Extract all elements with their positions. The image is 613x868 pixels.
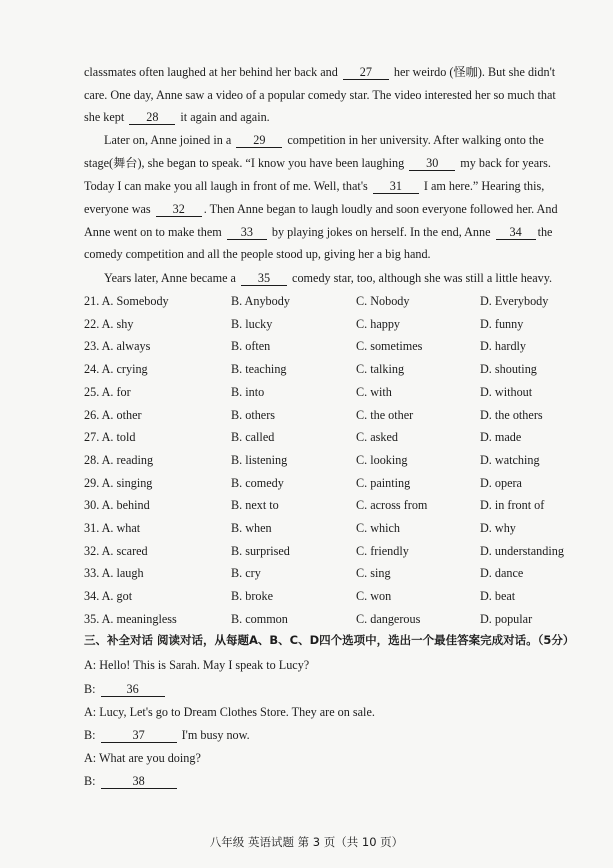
option-choice: 27. A. told [84, 430, 136, 445]
blank-32: 32 [156, 203, 202, 217]
option-row [84, 520, 584, 536]
option-choice: 35. A. meaningless [84, 611, 177, 626]
blank-38: 38 [101, 775, 177, 789]
blank-37: 37 [101, 729, 177, 743]
option-row [84, 361, 584, 377]
blank-31: 31 [373, 180, 419, 194]
option-choice: B. Anybody [231, 294, 290, 308]
text: she kept [84, 110, 125, 124]
option-choice: D. hardly [480, 339, 527, 354]
option-row [84, 452, 584, 468]
option-choice: 29. A. singing [84, 475, 153, 490]
option-row [84, 293, 584, 309]
option-choice: B. common [231, 611, 288, 626]
option-choice: C. the other [356, 407, 414, 422]
speaker: B: [84, 774, 96, 788]
section-3-heading: 三、补全对话 阅读对话，从每题A、B、C、D四个选项中，选出一个最佳答案完成对话。（5分） [84, 633, 575, 647]
option-choice: B. listening [231, 452, 288, 467]
text: Anne went on to make them [84, 225, 222, 239]
dialogue-line-1: A: Hello! This is Sarah. May I speak to Lucy? [84, 658, 310, 672]
option-choice: D. shouting [480, 362, 537, 377]
blank-27: 27 [343, 66, 389, 80]
option-choice: B. when [231, 521, 272, 535]
option-row [84, 543, 584, 559]
passage-line-4 [104, 132, 604, 148]
passage-line-1 [84, 64, 584, 80]
passage-line-8 [84, 224, 584, 240]
passage-line-3 [84, 109, 584, 125]
option-choice: C. won [356, 589, 392, 604]
option-row [84, 611, 584, 627]
option-row [84, 338, 584, 354]
option-choice: D. Everybody [480, 294, 549, 308]
text: I'm busy now. [181, 728, 250, 742]
text: her weirdo (怪咖). But she didn't [393, 65, 556, 79]
blank-29: 29 [236, 134, 282, 148]
option-choice: B. comedy [231, 475, 284, 490]
option-choice: D. without [480, 384, 533, 399]
dialogue-line-3: A: Lucy, Let's go to Dream Clothes Store. They are on sale. [84, 705, 375, 719]
dialogue-line-4 [84, 727, 584, 743]
dialogue-line-5: A: What are you doing? [84, 751, 201, 765]
option-choice: 31. A. what [84, 521, 141, 535]
option-choice: B. lucky [231, 316, 273, 331]
option-choice: B. broke [231, 589, 273, 604]
option-row [84, 407, 584, 423]
page-footer: 八年级 英语试题 第 3 页（共 10 页） [209, 835, 404, 849]
option-choice: 33. A. laugh [84, 566, 144, 581]
option-row [84, 384, 584, 400]
blank-35: 35 [241, 272, 287, 286]
option-choice: B. called [231, 430, 275, 445]
option-choice: D. opera [480, 475, 522, 490]
text: everyone was [84, 202, 151, 216]
option-choice: 30. A. behind [84, 498, 150, 513]
option-choice: 34. A. got [84, 589, 133, 604]
option-choice: 23. A. always [84, 339, 151, 354]
dialogue-line-6 [84, 773, 584, 789]
option-choice: B. others [231, 407, 276, 422]
option-choice: C. looking [356, 452, 408, 467]
option-choice: D. popular [480, 611, 533, 626]
option-choice: 32. A. scared [84, 543, 148, 558]
text: Today I can make you all laugh in front of me. Well, that's [84, 179, 368, 193]
passage-line-10 [104, 270, 604, 286]
text: stage(舞台), she began to speak. “I know you have been laughing [84, 156, 405, 170]
option-choice: B. next to [231, 498, 279, 513]
passage-line-5 [84, 155, 584, 171]
option-row [84, 475, 584, 491]
option-choice: D. beat [480, 589, 516, 604]
text: Years later, Anne became a [104, 271, 236, 285]
option-choice: 21. A. Somebody [84, 294, 169, 308]
option-choice: B. surprised [231, 543, 290, 558]
option-choice: C. painting [356, 475, 411, 490]
option-row [84, 429, 584, 445]
text: I am here.” Hearing this, [423, 179, 545, 193]
option-choice: C. asked [356, 430, 398, 445]
option-choice: D. made [480, 430, 522, 445]
option-choice: C. which [356, 521, 401, 535]
dialogue-line-2 [84, 681, 584, 697]
option-row [84, 588, 584, 604]
option-choice: D. funny [480, 316, 524, 331]
option-choice: B. teaching [231, 362, 287, 377]
option-choice: C. Nobody [356, 294, 410, 308]
passage-line-6 [84, 178, 584, 194]
blank-36: 36 [101, 683, 165, 697]
text: comedy star, too, although she was still a little heavy. [292, 271, 553, 285]
option-choice: D. dance [480, 566, 524, 581]
option-choice: C. sometimes [356, 339, 423, 354]
option-choice: C. sing [356, 566, 391, 581]
option-row [84, 565, 584, 581]
blank-33: 33 [227, 226, 267, 240]
option-choice: C. happy [356, 316, 401, 331]
option-choice: C. friendly [356, 543, 409, 558]
option-choice: B. into [231, 384, 265, 399]
option-choice: 28. A. reading [84, 452, 154, 467]
option-choice: D. why [480, 521, 516, 535]
option-choice: C. across from [356, 498, 428, 513]
blank-28: 28 [129, 111, 175, 125]
speaker: B: [84, 682, 96, 696]
passage-line-9: comedy competition and all the people stood up, giving her a big hand. [84, 247, 431, 261]
option-choice: D. in front of [480, 498, 545, 513]
text: Later on, Anne joined in a [104, 133, 232, 147]
text: it again and again. [180, 110, 270, 124]
option-row [84, 316, 584, 332]
text: the [537, 225, 553, 239]
option-choice: 22. A. shy [84, 316, 134, 331]
text: my back for years. [460, 156, 551, 170]
text: classmates often laughed at her behind her back and [84, 65, 338, 79]
option-choice: D. watching [480, 452, 540, 467]
option-choice: D. understanding [480, 543, 564, 558]
option-choice: B. cry [231, 566, 261, 581]
option-choice: D. the others [480, 407, 543, 422]
speaker: B: [84, 728, 96, 742]
text: by playing jokes on herself. In the end, Anne [271, 225, 491, 239]
option-choice: 24. A. crying [84, 362, 148, 377]
option-choice: C. with [356, 384, 392, 399]
blank-34: 34 [496, 226, 536, 240]
passage-line-7 [84, 201, 584, 217]
text: . Then Anne began to laugh loudly and soon everyone followed her. And [203, 202, 558, 216]
blank-30: 30 [409, 157, 455, 171]
text: competition in her university. After walking onto the [287, 133, 544, 147]
option-choice: C. talking [356, 362, 405, 377]
option-choice: 25. A. for [84, 384, 131, 399]
option-choice: 26. A. other [84, 407, 142, 422]
option-choice: C. dangerous [356, 611, 421, 626]
option-choice: B. often [231, 339, 271, 354]
option-row [84, 497, 584, 513]
passage-line-2: care. One day, Anne saw a video of a popular comedy star. The video interested her so much that [84, 88, 556, 102]
